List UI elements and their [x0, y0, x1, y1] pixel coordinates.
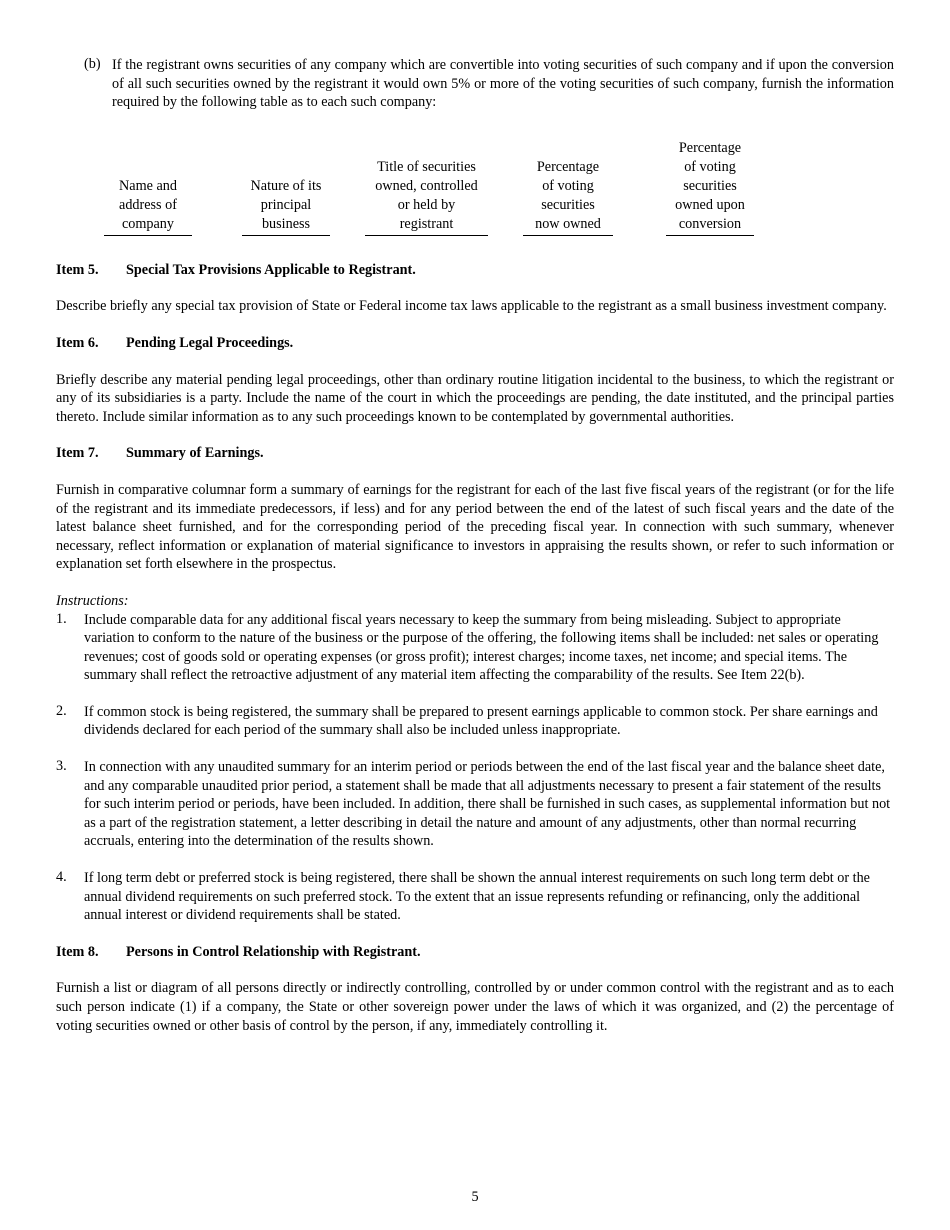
- item-5-heading: Item 5. Special Tax Provisions Applicable to Registrant.: [56, 261, 416, 278]
- item-7-body: Furnish in comparative columnar form a summary of earnings for the registrant for each of the last five fiscal years of the registrant (or for the life of the registrant and its immediate predecessors, if less) and for any period between the end of the latest of such fiscal years and the date of the latest balance sheet furnished, and for the corresponding period of the preceding fiscal year. In connection with such summary, whenever necessary, reflect information or explanation of material significance to investors in appraising the results shown, or refer to such information or explanation set forth elsewhere in the prospectus.: [56, 481, 894, 573]
- table-col-name-address: Name and address of company: [104, 177, 192, 236]
- instructions-title: Instructions:: [56, 592, 129, 609]
- item-6-body: Briefly describe any material pending legal proceedings, other than ordinary routine litigation incidental to the business, to which the registrant or any of its subsidiaries is a party. Include the name of the court in which the proceedings are pending, the date instituted, and the principal parties thereto. Include similar information as to any such proceedings known to be contemplated by governmental authorities.: [56, 371, 894, 425]
- securities-table-header: [56, 128, 894, 236]
- item-6-heading: Item 6. Pending Legal Proceedings.: [56, 334, 294, 351]
- table-col-title-securities: Title of securities owned, controlled or held by registrant: [365, 158, 488, 236]
- instruction-3: 3. In connection with any unaudited summary for an interim period or periods between the end of the last fiscal year and the balance sheet date, and any comparable unaudited prior period, a statement shall be made that all adjustments necessary to present a fair statement of the results for such interim period or periods, have been included. In addition, there shall be furnished in such cases, as supplemental information but not as a part of the registration statement, a letter describing in detail the nature and amount of any adjustments, other than normal recurring accruals, entering into the determination of the results shown.: [56, 758, 891, 850]
- instruction-1: 1. Include comparable data for any additional fiscal years necessary to keep the summary from being misleading. Subject to appropriate variation to conform to the nature of the business or the purpose of the offering, the following items shall be included: net sales or operating revenues; cost of goods sold or operating expenses (or gross profit); interest charges; income taxes, net income; and special items. The summary shall reflect the retroactive adjustment of any material item affecting the comparability of the results. See Item 22(b).: [56, 610, 879, 684]
- table-col-pct-upon-conversion: Percentage of voting securities owned upon conversion: [666, 139, 754, 236]
- table-col-pct-now-owned: Percentage of voting securities now owned: [523, 158, 613, 236]
- document-page: [56, 56, 894, 1035]
- section-b-label: (b): [84, 56, 101, 72]
- page-number: 5: [471, 1189, 479, 1205]
- instruction-2: 2. If common stock is being registered, the summary shall be prepared to present earnings applicable to common stock. Per share earnings and dividends declared for each period of the summary shall also be included unless inappropriate.: [56, 702, 878, 739]
- item-5-body: Describe briefly any special tax provision of State or Federal income tax laws applicable to the registrant as a small business investment company.: [56, 298, 887, 315]
- section-b: [56, 56, 894, 112]
- item-8-body: Furnish a list or diagram of all persons directly or indirectly controlling, controlled by or under common control with the registrant and as to each such person indicate (1) if a company, the State or other sovereign power under the laws of which it was organized, and (2) the percentage of voting securities owned or other basis of control by the person, if any, immediately controlling it.: [56, 980, 894, 1034]
- item-8-heading: Item 8. Persons in Control Relationship with Registrant.: [56, 943, 421, 960]
- section-b-text: If the registrant owns securities of any company which are convertible into voting securities of such company and if upon the conversion of all such securities owned by the registrant it would own 5% or more of the voting securities of such company, furnish the information required by the following table as to each such company:: [112, 57, 894, 111]
- item-7-heading: Item 7. Summary of Earnings.: [56, 445, 264, 462]
- instruction-4: 4. If long term debt or preferred stock is being registered, there shall be shown the annual interest requirements on such long term debt or the annual dividend requirements on such preferred stock. To the extent that an issue represents refunding or refinancing, only the additional annual interest or dividend requirements shall be stated.: [56, 869, 870, 924]
- table-col-nature-business: Nature of its principal business: [242, 177, 330, 236]
